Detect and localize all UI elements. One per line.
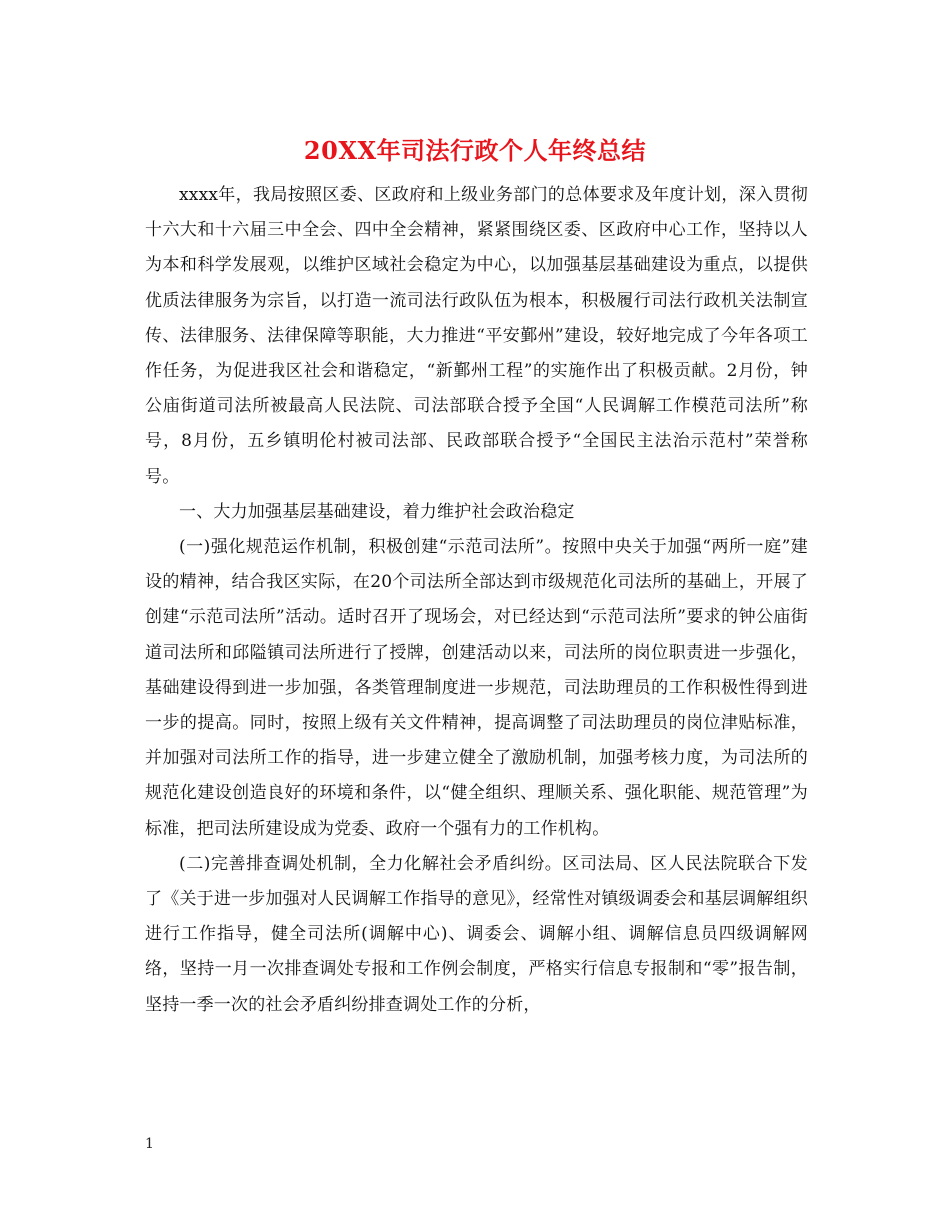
section-heading-1: 一、大力加强基层基础建设，着力维护社会政治稳定 [179,501,575,522]
document-body [145,178,808,1023]
subsection-paragraph-1: (一)强化规范运作机制，积极创建“示范司法所”。按照中央关于加强“两所一庭”建设的精神，结合我区实际，在20个司法所全部达到市级规范化司法所的基础上，开展了创建“示范司法所”活动。适时召开了现场会，对已经达到“示范司法所”要求的钟公庙街道司法所和邱隘镇司法所进行了授牌，创建活动以来，司法所的岗位职责进一步强化，基础建设得到进一步加强，各类管理制度进一步规范，司法助理员的工作积极性得到进一步的提高。同时，按照上级有关文件精神，提高调整了司法助理员的岗位津贴标准，并加强对司法所工作的指导，进一步建立健全了激励机制，加强考核力度，为司法所的规范化建设创造良好的环境和条件，以“健全组织、理顺关系、强化职能、规范管理”为标准，把司法所建设成为党委、政府一个强有力的工作机构。 [145,537,808,839]
subsection-paragraph-2: (二)完善排查调处机制，全力化解社会矛盾纠纷。区司法局、区人民法院联合下发了《关于进一步加强对人民调解工作指导的意见》，经常性对镇级调委会和基层调解组织进行工作指导，健全司法所(调解中心)、调委会、调解小组、调解信息员四级调解网络，坚持一月一次排查调处专报和工作例会制度，严格实行信息专报制和“零”报告制，坚持一季一次的社会矛盾纠纷排查调处工作的分析， [145,853,808,1015]
document-title: 20XX年司法行政个人年终总结 [303,136,647,165]
page-number: 1 [145,1136,154,1152]
intro-paragraph: xxxx年，我局按照区委、区政府和上级业务部门的总体要求及年度计划，深入贯彻十六大和十六届三中全会、四中全会精神，紧紧围绕区委、区政府中心工作，坚持以人为本和科学发展观，以维护区域社会稳定为中心，以加强基层基础建设为重点，以提供优质法律服务为宗旨，以打造一流司法行政队伍为根本，积极履行司法行政机关法制宣传、法律服务、法律保障等职能，大力推进“平安鄞州”建设，较好地完成了今年各项工作任务，为促进我区社会和谐稳定，“新鄞州工程”的实施作出了积极贡献。2月份，钟公庙街道司法所被最高人民法院、司法部联合授予全国“人民调解工作模范司法所”称号，8月份，五乡镇明伦村被司法部、民政部联合授予“全国民主法治示范村”荣誉称号。 [145,185,808,487]
